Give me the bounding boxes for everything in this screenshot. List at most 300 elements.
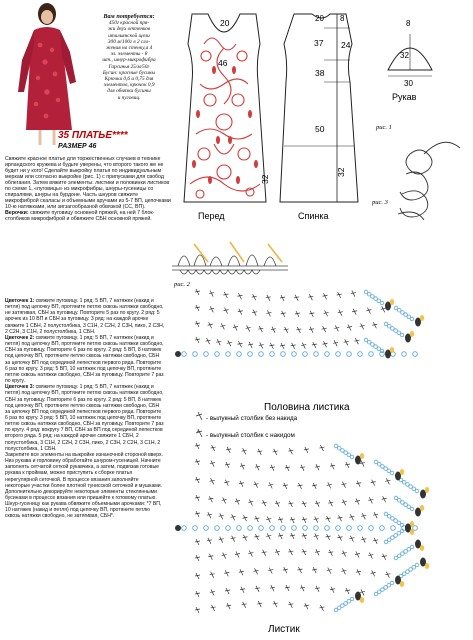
materials-line: Гарсинья 25/м/50г: [108, 63, 150, 70]
stitch-mark: [278, 535, 283, 536]
stitch-mark: [254, 518, 259, 519]
stitch-mark: [252, 296, 257, 297]
stitch-mark: [338, 517, 343, 518]
stitch-mark: [315, 551, 320, 552]
stitch-mark: [285, 587, 290, 588]
stitch-mark: [368, 555, 373, 556]
chain-stitch: [237, 352, 242, 357]
chain-stitch: [347, 526, 352, 531]
bead-gold: [420, 315, 424, 321]
stitch-mark: [238, 343, 243, 344]
stitch-mark: [266, 519, 271, 520]
stitch-mark: [255, 588, 260, 589]
stitch-mark: [349, 516, 354, 517]
stitch-mark: [355, 553, 360, 554]
materials-list: [88, 14, 170, 101]
stitch-mark: [368, 499, 373, 500]
front-label: Перед: [198, 211, 225, 221]
stitch-mark: [273, 451, 278, 452]
stitch-mark: [355, 501, 360, 502]
stitch-mark: [382, 498, 387, 499]
chain-stitch: [325, 352, 330, 357]
stitch-mark: [243, 537, 248, 538]
chain-stitch: [226, 526, 231, 531]
chain-stitch: [248, 526, 253, 531]
chain-stitch: [369, 352, 374, 357]
stitch-mark: [195, 323, 200, 324]
stitch-mark: [242, 450, 247, 451]
stitch-mark: [360, 463, 365, 464]
stitch-mark: [280, 345, 285, 346]
bead-gold: [400, 469, 404, 475]
intro-paragraph: Свяжите красное платье для торжественных случаев в технике ирландского кружева и будьте уверены, что второго такого же не будет ни у кого! Сделайте выкройку платья по индивидуальным меркам или согласно выкройке (рис. 1) с припусками для свобод облегания. Затем вяжите элементы: листики и половинки листиков по схеме 1, «пуговицы» из микрофибры, шнуры-гусеницы со спиралями, шнуры на бурдоне. Часть шнуров свяжите микрофиброй скаласы и объемными аручами из 5-7 ВП, цепочками 10-ю натяжками, или зигзагообразной обвязкой (СС, ВП).: [5, 156, 171, 211]
bead-gold: [420, 545, 424, 551]
stitch-mark: [209, 308, 214, 309]
materials-line: Бусин: красные бусины: [102, 69, 156, 76]
stitch-mark: [323, 343, 328, 344]
stitch-mark: [328, 552, 333, 553]
stitch-mark: [222, 555, 227, 556]
stitch-mark: [270, 587, 275, 588]
stitch-mark: [266, 535, 271, 536]
stitch-mark: [224, 310, 229, 311]
sleeve-dim-32: 32: [400, 51, 409, 60]
stitch-mark: [209, 293, 214, 294]
back-dim-50: 50: [315, 124, 325, 134]
stitch-mark: [385, 574, 390, 575]
stitch-mark: [341, 570, 346, 571]
bead-gold: [400, 581, 404, 587]
stitch-mark: [207, 540, 212, 541]
stitch-mark: [270, 467, 275, 468]
stitch-mark: [226, 449, 231, 450]
start-bead: [175, 351, 181, 357]
stitch-mark: [295, 313, 300, 314]
stitch-mark: [195, 557, 200, 558]
stitch-mark: [352, 311, 357, 312]
pattern-title: [58, 130, 166, 154]
chain-stitch: [281, 526, 286, 531]
bead-gold: [410, 529, 414, 535]
stitch-mark: [208, 556, 213, 557]
stitch-mark: [246, 327, 251, 328]
stitch-mark: [308, 296, 313, 297]
stitch-mark: [345, 590, 350, 591]
stitch-mark: [254, 484, 259, 485]
pattern-figure: [174, 4, 473, 234]
stitch-mark: [262, 552, 267, 553]
chain-stitch: [410, 507, 414, 511]
stitch-mark: [288, 604, 293, 605]
bead-gold: [420, 505, 424, 511]
stitch-mark: [373, 540, 378, 541]
stitch-mark: [300, 467, 305, 468]
stitch-mark: [210, 480, 215, 481]
stitch-mark: [304, 605, 309, 606]
stitch-mark: [275, 551, 280, 552]
stitch-mark: [211, 607, 216, 608]
caterpillar-cord: [398, 142, 460, 220]
stitch-mark: [195, 291, 200, 292]
stitch-mark: [288, 551, 293, 552]
chain-stitch: [390, 471, 394, 475]
stitch-mark: [314, 535, 319, 536]
stitch-mark: [271, 329, 276, 330]
stitch-mark: [341, 484, 346, 485]
stitch-mark: [243, 517, 248, 518]
chain-stitch: [303, 526, 308, 531]
stitch-mark: [262, 502, 267, 503]
stitch-mark: [322, 328, 327, 329]
stitch-mark: [208, 324, 213, 325]
stitch-mark: [312, 344, 317, 345]
stitch-mark: [371, 572, 376, 573]
stitch-mark: [285, 467, 290, 468]
chain-stitch: [204, 352, 209, 357]
dress-photo: [0, 0, 86, 148]
stitch-mark: [334, 327, 339, 328]
stitch-mark: [195, 497, 200, 498]
stitch-mark: [242, 604, 247, 605]
stitch-mark: [252, 312, 257, 313]
stitch-mark: [226, 605, 231, 606]
stitch-mark: [258, 328, 263, 329]
materials-line: шт., шнур-микрофибра: [102, 57, 156, 64]
stitch-mark: [240, 589, 245, 590]
chain-stitch: [400, 333, 404, 337]
stitch-mark: [222, 499, 227, 500]
stitch-mark: [195, 479, 200, 480]
intro-text: [5, 156, 173, 223]
flower3-title: Цветочек 3:: [5, 384, 35, 391]
flower2-title: Цветочек 2:: [5, 334, 35, 341]
chain-stitch: [410, 545, 414, 549]
verochki-title: Верочки:: [5, 210, 29, 217]
back-dim-37: 37: [314, 38, 324, 48]
flower1-title: Цветочек 1:: [5, 298, 35, 304]
stitch-mark: [327, 570, 332, 571]
stitch-mark: [361, 515, 366, 516]
chain-stitch: [292, 526, 297, 531]
materials-line: Крючки 0,6 и 0,75 для: [104, 76, 154, 83]
stitch-mark: [372, 324, 377, 325]
stitch-mark: [309, 313, 314, 314]
stitch-mark: [315, 466, 320, 467]
stitch-mark: [275, 503, 280, 504]
chain-stitch: [237, 526, 242, 531]
stitch-mark: [227, 342, 232, 343]
stitch-mark: [300, 587, 305, 588]
stitch-mark: [231, 538, 236, 539]
chain-stitch: [193, 352, 198, 357]
stitch-mark: [224, 482, 229, 483]
materials-line: и пуговиц.: [117, 94, 141, 101]
chain-stitch: [215, 526, 220, 531]
fig3-caption: рис. 3: [372, 199, 388, 206]
chain-stitch: [336, 352, 341, 357]
stitch-mark: [330, 589, 335, 590]
chain-stitch: [182, 526, 187, 531]
half-leaf-diagram: [175, 289, 424, 359]
stitch-mark: [288, 503, 293, 504]
stitch-mark: [356, 571, 361, 572]
stitch-mark: [323, 295, 328, 296]
chain-stitch: [380, 301, 384, 305]
front-dim-32: 32: [260, 174, 270, 184]
stitch-mark: [345, 464, 350, 465]
bead-gold: [425, 487, 429, 493]
stitch-mark: [302, 551, 307, 552]
chain-stitch: [270, 526, 275, 531]
stitch-mark: [233, 327, 238, 328]
stitch-mark: [315, 503, 320, 504]
stitch-mark: [238, 311, 243, 312]
stitch-mark: [211, 447, 216, 448]
stitch-mark: [302, 535, 307, 536]
materials-line: жения на стенку,а 4: [105, 45, 153, 52]
stitch-mark: [231, 516, 236, 517]
leaf-label: Листик: [268, 624, 300, 635]
materials-line: элементов, крючок 0,9: [103, 82, 155, 89]
chain-stitch: [281, 352, 286, 357]
stitch-mark: [206, 340, 211, 341]
chain-stitch: [415, 489, 419, 493]
stitch-mark: [254, 570, 259, 571]
chain-stitch: [336, 526, 341, 531]
stitch-mark: [281, 313, 286, 314]
stitch-mark: [195, 339, 200, 340]
stitch-mark: [337, 294, 342, 295]
sleeve-dim-30: 30: [404, 79, 413, 88]
bead-gold: [390, 347, 394, 353]
stitch-mark: [312, 485, 317, 486]
stitch-mark: [240, 465, 245, 466]
stitch-mark: [371, 482, 376, 483]
chain-stitch: [182, 352, 187, 357]
stitch-mark: [315, 588, 320, 589]
stitch-mark: [333, 342, 338, 343]
sleeve-piece: [388, 19, 432, 88]
stitch-mark: [269, 345, 274, 346]
chain-stitch: [314, 526, 319, 531]
flower3-text: свяжите пуговицу. 1 ряд: 5 ВП, 7 натяжек (накид и петля) под цепочку ВП, протяните петлю сквозь натяжки свободно, СБН за пуговицу. Повторите 6 раз по кругу. 2 ряд: 5 ВП, 8 натяжек под цепочку ВП, протяните петлю сквозь натяжки свободно, СБН за цепочку ВП под серединой лепестков первого ряда. Повторите 6 раз по кругу. 3 ряд: 5 ВП, 10 натяжек под цепочку ВП, протяните петлю сквозь натяжки свободно, СБН за пуговицу. Повторите 7 раз по кругу. 4 ряд: вокругу 7 ВП, СБН за ВП под серединой лепестков второго ряда. 5 ряд: на каждой арочке свяжите 1 СБН, 2 полустолбика, 3 С1Н, 2 С2Н, 2 С3Н, пико, 2 С3Н, 2 С2Н, 3 С1Н, 2 полустолбика, 1 СБН.: [5, 384, 164, 452]
chain-stitch: [390, 581, 394, 585]
chain-stitch: [270, 352, 275, 357]
stitch-mark: [235, 553, 240, 554]
materials-line: 300 м/100г в 2 сло-: [107, 38, 151, 45]
materials-line: для обвязки бусины: [107, 88, 151, 95]
chain-stitch: [259, 352, 264, 357]
stitch-mark: [298, 485, 303, 486]
stitch-mark: [254, 536, 259, 537]
stitch-mark: [208, 498, 213, 499]
front-dim-top: 20: [220, 18, 230, 28]
stitch-mark: [280, 297, 285, 298]
materials-line: 450г красной пря-: [108, 20, 150, 27]
chain-stitch: [410, 317, 414, 321]
flower2-text: свяжите пуговицу. 1 ряд: 5 ВП, 7 натяжек (накид и петля) под цепочку ВП, протяните петлю сквозь натяжки свободно, СБН за пуговицу. Повторите 6 раз по кругу. 2 ряд: 5 ВП, 8 натяжек под цепочку ВП, протяните петлю сквозь натяжки свободно, СБН за цепочку ВП под серединой лепестков первого ряда. Повторите 6 раз по кругу. 3 ряд: 5 ВП, 10 натяжек под цепочку ВП, протяните петлю сквозь натяжки свободно, СБН за пуговицу. Повторите 7 раз по кругу.: [5, 334, 164, 385]
stitch-mark: [255, 466, 260, 467]
legend-item-1: - вылукный столбик без накида: [206, 415, 298, 422]
back-dim-20: 20: [315, 14, 324, 23]
stitch-mark: [195, 593, 200, 594]
chain-stitch: [358, 352, 363, 357]
chain-stitch: [259, 526, 264, 531]
chain-stitch: [358, 526, 363, 531]
stitch-mark: [314, 519, 319, 520]
stitch-mark: [327, 484, 332, 485]
chain-stitch: [204, 526, 209, 531]
back-piece: [260, 14, 358, 202]
chain-stitch: [413, 526, 418, 531]
title-size: РАЗМЕР 46: [58, 143, 97, 150]
back-dim-24: 24: [341, 40, 351, 50]
stitch-mark: [195, 609, 200, 610]
chain-stitch: [226, 352, 231, 357]
fig2-caption: рис. 2: [174, 281, 190, 288]
stitch-mark: [248, 344, 253, 345]
stitch-mark: [360, 325, 365, 326]
stitch-mark: [328, 502, 333, 503]
sleeve-label: Рукав: [392, 92, 417, 102]
stitch-mark: [381, 308, 386, 309]
stitch-mark: [347, 327, 352, 328]
bead-gold: [425, 563, 429, 569]
chain-stitch: [369, 526, 374, 531]
materials-line: эл. элементы - 8: [110, 51, 148, 58]
front-piece: [184, 14, 266, 202]
stitch-mark: [210, 574, 215, 575]
stitch-mark: [302, 519, 307, 520]
chain-stitch: [391, 526, 396, 531]
stitch-mark: [301, 345, 306, 346]
stitch-mark: [235, 501, 240, 502]
stitch-mark: [210, 463, 215, 464]
stitch-mark: [195, 307, 200, 308]
stitch-mark: [326, 518, 331, 519]
stitch-mark: [385, 480, 390, 481]
stitch-mark: [266, 297, 271, 298]
stitch-mark: [356, 483, 361, 484]
chain-stitch: [413, 352, 418, 357]
bead-gold: [360, 453, 364, 459]
stitch-mark: [296, 329, 301, 330]
materials-heading: Вам потребуется:: [103, 13, 155, 20]
materials-lines: [88, 20, 170, 101]
chain-stitch: [350, 597, 354, 601]
stitch-mark: [342, 501, 347, 502]
stitch-mark: [259, 345, 264, 346]
stitch-mark: [225, 464, 230, 465]
stitch-mark: [304, 449, 309, 450]
stitch-mark: [342, 553, 347, 554]
back-dim-8: 8: [340, 14, 345, 23]
stitch-mark: [248, 553, 253, 554]
stitch-mark: [302, 503, 307, 504]
chain-stitch: [415, 563, 419, 567]
stitch-mark: [288, 450, 293, 451]
flowers-text: [5, 298, 165, 520]
front-dim-46: 46: [218, 58, 228, 68]
stitch-mark: [283, 569, 288, 570]
stitch-mark: [266, 312, 271, 313]
bead-gold: [410, 331, 414, 337]
chain-stitch: [380, 349, 384, 353]
chain-stitch: [292, 352, 297, 357]
stitch-mark: [195, 461, 200, 462]
stitch-mark: [291, 345, 296, 346]
stitch-mark: [219, 539, 224, 540]
stitch-mark: [195, 445, 200, 446]
bead-gold: [360, 597, 364, 603]
stitch-mark: [278, 519, 283, 520]
stitch-mark: [338, 312, 343, 313]
leaf-scheme: [172, 270, 472, 638]
bead-gold: [390, 299, 394, 305]
stitch-mark: [216, 341, 221, 342]
verochki-text: свяжите пуговицу основной пряжей, на ней 7 блок-столбиков микрофиброй и обвяжите СБН основной пряжей.: [5, 210, 155, 223]
stitch-mark: [298, 569, 303, 570]
chain-stitch: [193, 526, 198, 531]
stitch-mark: [257, 603, 262, 604]
stitch-mark: [366, 310, 371, 311]
stitch-mark: [326, 536, 331, 537]
stitch-mark: [290, 535, 295, 536]
chain-stitch: [215, 352, 220, 357]
stitch-mark: [220, 325, 225, 326]
stitch-mark: [312, 569, 317, 570]
back-dim-32: 32: [336, 167, 346, 177]
stitch-mark: [268, 570, 273, 571]
stitch-mark: [324, 312, 329, 313]
stitch-mark: [225, 590, 230, 591]
stitch-mark: [224, 572, 229, 573]
start-bead: [175, 525, 181, 531]
back-dim-38: 38: [315, 68, 325, 78]
chain-stitch: [248, 352, 253, 357]
stitch-mark: [354, 340, 359, 341]
stitch-mark: [223, 294, 228, 295]
chain-stitch: [402, 352, 407, 357]
stitch-mark: [349, 538, 354, 539]
stitch-mark: [338, 537, 343, 538]
stitch-mark: [239, 571, 244, 572]
stitch-mark: [344, 341, 349, 342]
stitch-mark: [283, 485, 288, 486]
stitch-mark: [284, 329, 289, 330]
stitch-mark: [195, 541, 200, 542]
stitch-mark: [248, 501, 253, 502]
half-leaf-label: Половина листика: [264, 402, 350, 413]
stitch-mark: [207, 514, 212, 515]
stitch-mark: [361, 539, 366, 540]
materials-line: жи двух оттенков: [107, 26, 151, 33]
flower1-text: свяжите пуговицу. 1 ряд: 5 ВП, 7 натяжек (накид и петля) под цепочку ВП, протяните петлю сквозь натяжки свободно, не затягивая, СБН за пуговицу. Повторите 5 раз по кругу. 2 ряд: 5 арочек из 10 ВП и СБН за пуговицу. 3 ряд: на каждой арочке свяжите 1 СБН, 2 полустолбика, 3 С1Н, 2 С2Н, 2 С3Н, пико, 2 С3Н, 2 С2Н, 3 С1Н, 2 полустолбика, 1 СБН.: [5, 298, 165, 335]
stitch-mark: [382, 556, 387, 557]
fig1-caption: рис. 1: [376, 124, 392, 131]
chain-stitch: [325, 526, 330, 531]
stitch-mark: [290, 519, 295, 520]
chain-stitch: [314, 352, 319, 357]
stitch-mark: [195, 575, 200, 576]
stitch-mark: [210, 591, 215, 592]
title-main: 35 ПЛАТЬЕ****: [58, 130, 128, 141]
assembly-text: Закрепите все элементы на выкройке изнаночной стороной вверх. Низ рукава и горловину обработайте шнуром-гусеницей. Начните заполнять сетчатой сеткой рукавчика, а затем, подвязав готовые рукава к проймам, можно приступить к сборке платья нерегулярной сеточкой. В процессе вязания заполняйте некоторые участки более плотной тунисской сеточкой и мушками. Дополнительно декорируйте некоторые элементы стеклянными бусинами в процессе вязания или пришейте к готовому платью. Шнур-гусеницу как рукава обвяжите объемными арочками: *7 ВП, 10 натяжек (накид и петля) под цепочку ВП, протяните петлю сквозь натяжки свободно, не затягивая, СБН*.: [5, 451, 164, 520]
leaf-diagram: [175, 443, 429, 613]
stitch-mark: [360, 591, 365, 592]
legend: [196, 412, 298, 439]
stitch-mark: [373, 514, 378, 515]
